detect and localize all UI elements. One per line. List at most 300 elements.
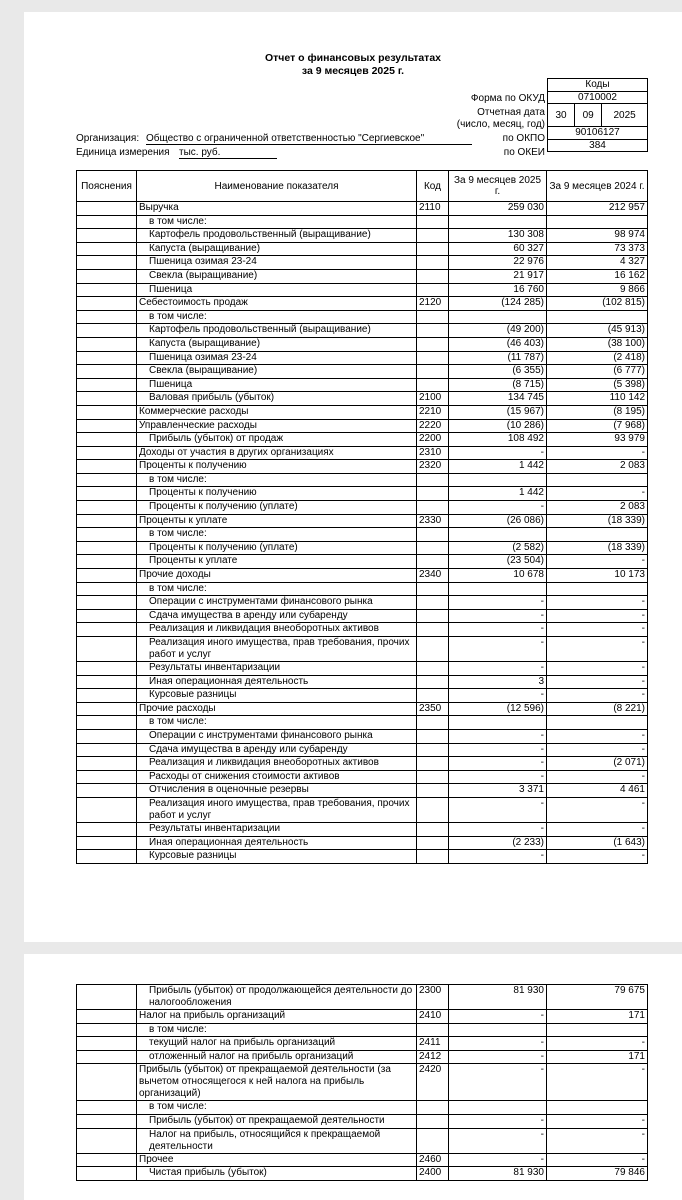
indicator-code: 2350 — [417, 702, 449, 716]
current-period-value: - — [449, 822, 547, 836]
col-name: Наименование показателя — [137, 171, 417, 202]
notes-cell — [77, 541, 137, 555]
current-period-value: - — [449, 637, 547, 662]
notes-cell — [77, 460, 137, 474]
codes-table — [547, 78, 648, 152]
previous-period-value: 110 142 — [547, 392, 648, 406]
current-period-value: - — [449, 1037, 547, 1051]
current-period-value: - — [449, 501, 547, 515]
indicator-code — [417, 215, 449, 229]
previous-period-value: - — [547, 743, 648, 757]
notes-cell — [77, 623, 137, 637]
table-row — [77, 623, 648, 637]
notes-cell — [77, 850, 137, 864]
indicator-name: Прибыль (убыток) от прекращаемой деятельности — [137, 1114, 417, 1128]
previous-period-value: - — [547, 596, 648, 610]
current-period-value: - — [449, 662, 547, 676]
table-row — [77, 1128, 648, 1153]
current-period-value: 60 327 — [449, 242, 547, 256]
current-period-value: 130 308 — [449, 229, 547, 243]
indicator-name: Картофель продовольственный (выращивание) — [137, 324, 417, 338]
table-row — [77, 242, 648, 256]
current-period-value: - — [449, 1050, 547, 1064]
current-period-value: 16 760 — [449, 283, 547, 297]
notes-cell — [77, 637, 137, 662]
table-row — [77, 1010, 648, 1024]
notes-cell — [77, 662, 137, 676]
current-period-value — [449, 215, 547, 229]
current-period-value — [449, 1023, 547, 1037]
notes-cell — [77, 609, 137, 623]
table-row — [77, 1037, 648, 1051]
previous-period-value: (1 643) — [547, 836, 648, 850]
previous-period-value: 212 957 — [547, 202, 648, 216]
indicator-name: Курсовые разницы — [137, 689, 417, 703]
date-month: 09 — [575, 104, 602, 127]
notes-cell — [77, 757, 137, 771]
report-page-2 — [24, 954, 682, 1200]
notes-cell — [77, 269, 137, 283]
notes-cell — [77, 1023, 137, 1037]
notes-cell — [77, 770, 137, 784]
notes-cell — [77, 378, 137, 392]
indicator-name: в том числе: — [137, 528, 417, 542]
indicator-code — [417, 729, 449, 743]
table-row — [77, 1114, 648, 1128]
financial-results-table — [76, 170, 648, 864]
table-row — [77, 662, 648, 676]
notes-cell — [77, 1050, 137, 1064]
indicator-name: Пшеница — [137, 283, 417, 297]
previous-period-value: (38 100) — [547, 337, 648, 351]
table-row — [77, 473, 648, 487]
report-page-1 — [24, 12, 682, 942]
notes-cell — [77, 1037, 137, 1051]
previous-period-value — [547, 1101, 648, 1115]
report-title: Отчет о финансовых результатах — [264, 52, 441, 64]
col-notes: Пояснения — [77, 171, 137, 202]
table-row — [77, 596, 648, 610]
indicator-code — [417, 1114, 449, 1128]
notes-cell — [77, 822, 137, 836]
indicator-code: 2100 — [417, 392, 449, 406]
previous-period-value: 93 979 — [547, 433, 648, 447]
indicator-code: 2110 — [417, 202, 449, 216]
indicator-name: в том числе: — [137, 716, 417, 730]
indicator-code: 2120 — [417, 297, 449, 311]
previous-period-value: 171 — [547, 1050, 648, 1064]
table-row — [77, 256, 648, 270]
indicator-code — [417, 770, 449, 784]
indicator-code — [417, 822, 449, 836]
indicator-code — [417, 269, 449, 283]
table-row — [77, 202, 648, 216]
notes-cell — [77, 392, 137, 406]
indicator-code — [417, 501, 449, 515]
indicator-code — [417, 541, 449, 555]
indicator-name: Результаты инвентаризации — [137, 822, 417, 836]
indicator-code: 2330 — [417, 514, 449, 528]
current-period-value: (15 967) — [449, 405, 547, 419]
okei-label: по ОКЕИ — [503, 147, 545, 158]
previous-period-value: - — [547, 675, 648, 689]
notes-cell — [77, 473, 137, 487]
notes-cell — [77, 1128, 137, 1153]
current-period-value: (12 596) — [449, 702, 547, 716]
current-period-value: 10 678 — [449, 569, 547, 583]
indicator-name: Капуста (выращивание) — [137, 337, 417, 351]
indicator-name: Проценты к уплате — [137, 555, 417, 569]
indicator-name: в том числе: — [137, 310, 417, 324]
col-code: Код — [417, 171, 449, 202]
notes-cell — [77, 729, 137, 743]
notes-cell — [77, 1167, 137, 1181]
previous-period-value: - — [547, 689, 648, 703]
indicator-code — [417, 242, 449, 256]
indicator-name: Реализация иного имущества, прав требования, прочих работ и услуг — [137, 797, 417, 822]
previous-period-value: 9 866 — [547, 283, 648, 297]
notes-cell — [77, 433, 137, 447]
notes-cell — [77, 985, 137, 1010]
notes-cell — [77, 743, 137, 757]
current-period-value: 1 442 — [449, 460, 547, 474]
current-period-value: - — [449, 1114, 547, 1128]
table-row — [77, 460, 648, 474]
table-row — [77, 716, 648, 730]
table-row — [77, 1050, 648, 1064]
table-row — [77, 419, 648, 433]
previous-period-value: - — [547, 1153, 648, 1167]
current-period-value — [449, 582, 547, 596]
table-row — [77, 1064, 648, 1101]
previous-period-value: 98 974 — [547, 229, 648, 243]
notes-cell — [77, 1153, 137, 1167]
indicator-code — [417, 310, 449, 324]
indicator-code — [417, 528, 449, 542]
indicator-name: Доходы от участия в других организациях — [137, 446, 417, 460]
previous-period-value: (5 398) — [547, 378, 648, 392]
current-period-value: (2 233) — [449, 836, 547, 850]
previous-period-value: 4 461 — [547, 784, 648, 798]
previous-period-value: (7 968) — [547, 419, 648, 433]
table-row — [77, 269, 648, 283]
previous-period-value: - — [547, 850, 648, 864]
table-row — [77, 487, 648, 501]
current-period-value: 3 — [449, 675, 547, 689]
previous-period-value: - — [547, 822, 648, 836]
previous-period-value: - — [547, 1114, 648, 1128]
notes-cell — [77, 836, 137, 850]
indicator-name: в том числе: — [137, 473, 417, 487]
notes-cell — [77, 1064, 137, 1101]
notes-cell — [77, 569, 137, 583]
previous-period-value — [547, 528, 648, 542]
current-period-value: - — [449, 1153, 547, 1167]
indicator-name: Проценты к получению — [137, 460, 417, 474]
table-row — [77, 609, 648, 623]
okpo-label: по ОКПО — [502, 133, 545, 144]
table-row — [77, 324, 648, 338]
indicator-name: Налог на прибыль организаций — [137, 1010, 417, 1024]
indicator-name: отложенный налог на прибыль организаций — [137, 1050, 417, 1064]
notes-cell — [77, 487, 137, 501]
indicator-name: Пшеница озимая 23-24 — [137, 256, 417, 270]
table-row — [77, 283, 648, 297]
report-period: за 9 месяцев 2025 г. — [301, 65, 405, 77]
previous-period-value: (8 195) — [547, 405, 648, 419]
current-period-value: (46 403) — [449, 337, 547, 351]
table-row — [77, 392, 648, 406]
indicator-code — [417, 716, 449, 730]
indicator-code: 2340 — [417, 569, 449, 583]
previous-period-value: - — [547, 770, 648, 784]
table-row — [77, 1167, 648, 1181]
indicator-name: Пшеница озимая 23-24 — [137, 351, 417, 365]
current-period-value: - — [449, 446, 547, 460]
previous-period-value — [547, 473, 648, 487]
indicator-name: Пшеница — [137, 378, 417, 392]
table-row — [77, 514, 648, 528]
indicator-name: Прочее — [137, 1153, 417, 1167]
date-label: Отчетная дата — [477, 107, 545, 118]
previous-period-value: 79 675 — [547, 985, 648, 1010]
indicator-name: Проценты к получению (уплате) — [137, 541, 417, 555]
notes-cell — [77, 405, 137, 419]
previous-period-value: - — [547, 729, 648, 743]
table-row — [77, 582, 648, 596]
indicator-code — [417, 637, 449, 662]
previous-period-value — [547, 215, 648, 229]
previous-period-value: - — [547, 623, 648, 637]
current-period-value: 21 917 — [449, 269, 547, 283]
org-label: Организация: — [76, 133, 140, 144]
notes-cell — [77, 324, 137, 338]
previous-period-value: - — [547, 637, 648, 662]
current-period-value — [449, 310, 547, 324]
indicator-code — [417, 337, 449, 351]
indicator-code — [417, 596, 449, 610]
current-period-value: - — [449, 596, 547, 610]
indicator-code — [417, 850, 449, 864]
notes-cell — [77, 419, 137, 433]
notes-cell — [77, 297, 137, 311]
okei-value: 384 — [548, 139, 648, 152]
table-row — [77, 850, 648, 864]
current-period-value: (49 200) — [449, 324, 547, 338]
notes-cell — [77, 528, 137, 542]
previous-period-value: - — [547, 1064, 648, 1101]
previous-period-value: - — [547, 446, 648, 460]
table-row — [77, 770, 648, 784]
indicator-code: 2220 — [417, 419, 449, 433]
indicator-name: текущий налог на прибыль организаций — [137, 1037, 417, 1051]
indicator-name: Выручка — [137, 202, 417, 216]
table-row — [77, 702, 648, 716]
indicator-code — [417, 797, 449, 822]
previous-period-value: 2 083 — [547, 501, 648, 515]
indicator-name: Прибыль (убыток) от прекращаемой деятельности (за вычетом относящегося к ней налога на прибыль организаций) — [137, 1064, 417, 1101]
current-period-value: (124 285) — [449, 297, 547, 311]
table-row — [77, 757, 648, 771]
indicator-code: 2412 — [417, 1050, 449, 1064]
previous-period-value — [547, 582, 648, 596]
indicator-code — [417, 1023, 449, 1037]
notes-cell — [77, 689, 137, 703]
current-period-value: 259 030 — [449, 202, 547, 216]
current-period-value: - — [449, 743, 547, 757]
current-period-value: (11 787) — [449, 351, 547, 365]
indicator-name: Коммерческие расходы — [137, 405, 417, 419]
indicator-code — [417, 473, 449, 487]
indicator-code — [417, 836, 449, 850]
indicator-code — [417, 609, 449, 623]
notes-cell — [77, 784, 137, 798]
indicator-code — [417, 582, 449, 596]
indicator-name: Реализация иного имущества, прав требования, прочих работ и услуг — [137, 637, 417, 662]
indicator-name: Отчисления в оценочные резервы — [137, 784, 417, 798]
indicator-name: Сдача имущества в аренду или субаренду — [137, 609, 417, 623]
notes-cell — [77, 1114, 137, 1128]
previous-period-value: (8 221) — [547, 702, 648, 716]
indicator-code — [417, 351, 449, 365]
indicator-name: Управленческие расходы — [137, 419, 417, 433]
indicator-code: 2320 — [417, 460, 449, 474]
notes-cell — [77, 215, 137, 229]
current-period-value — [449, 716, 547, 730]
indicator-code — [417, 365, 449, 379]
previous-period-value: 2 083 — [547, 460, 648, 474]
previous-period-value: (2 071) — [547, 757, 648, 771]
financial-results-table-continued — [76, 984, 648, 1181]
current-period-value: (2 582) — [449, 541, 547, 555]
indicator-name: Реализация и ликвидация внеоборотных активов — [137, 757, 417, 771]
indicator-name: в том числе: — [137, 582, 417, 596]
previous-period-value: (18 339) — [547, 514, 648, 528]
indicator-name: Результаты инвентаризации — [137, 662, 417, 676]
table-row — [77, 689, 648, 703]
current-period-value: 81 930 — [449, 985, 547, 1010]
table-row — [77, 215, 648, 229]
indicator-name: Капуста (выращивание) — [137, 242, 417, 256]
previous-period-value — [547, 716, 648, 730]
current-period-value: 108 492 — [449, 433, 547, 447]
table-row — [77, 405, 648, 419]
indicator-code — [417, 689, 449, 703]
okpo-value: 90106127 — [548, 127, 648, 140]
current-period-value: (6 355) — [449, 365, 547, 379]
date-day: 30 — [548, 104, 575, 127]
notes-cell — [77, 675, 137, 689]
indicator-code — [417, 487, 449, 501]
previous-period-value: 171 — [547, 1010, 648, 1024]
indicator-name: в том числе: — [137, 1023, 417, 1037]
table-row — [77, 637, 648, 662]
indicator-name: Иная операционная деятельность — [137, 675, 417, 689]
previous-period-value: 79 846 — [547, 1167, 648, 1181]
unit-value: тыс. руб. — [179, 147, 277, 159]
previous-period-value: 10 173 — [547, 569, 648, 583]
indicator-code — [417, 283, 449, 297]
indicator-code — [417, 1128, 449, 1153]
notes-cell — [77, 514, 137, 528]
previous-period-value: 73 373 — [547, 242, 648, 256]
previous-period-value — [547, 1023, 648, 1037]
table-row — [77, 743, 648, 757]
current-period-value: 1 442 — [449, 487, 547, 501]
indicator-code: 2310 — [417, 446, 449, 460]
indicator-code: 2410 — [417, 1010, 449, 1024]
indicator-code — [417, 1101, 449, 1115]
indicator-name: Чистая прибыль (убыток) — [137, 1167, 417, 1181]
notes-cell — [77, 351, 137, 365]
codes-header: Коды — [548, 79, 648, 92]
previous-period-value: - — [547, 555, 648, 569]
table-row — [77, 229, 648, 243]
current-period-value: - — [449, 689, 547, 703]
current-period-value — [449, 473, 547, 487]
indicator-code: 2400 — [417, 1167, 449, 1181]
table-row — [77, 528, 648, 542]
notes-cell — [77, 337, 137, 351]
indicator-name: Иная операционная деятельность — [137, 836, 417, 850]
previous-period-value: - — [547, 662, 648, 676]
indicator-name: Картофель продовольственный (выращивание) — [137, 229, 417, 243]
current-period-value: - — [449, 757, 547, 771]
previous-period-value — [547, 310, 648, 324]
table-row — [77, 446, 648, 460]
table-row — [77, 1101, 648, 1115]
table-row — [77, 351, 648, 365]
current-period-value — [449, 528, 547, 542]
indicator-name: Курсовые разницы — [137, 850, 417, 864]
table-row — [77, 729, 648, 743]
current-period-value: (10 286) — [449, 419, 547, 433]
indicator-name: Операции с инструментами финансового рынка — [137, 596, 417, 610]
notes-cell — [77, 716, 137, 730]
indicator-code — [417, 256, 449, 270]
previous-period-value: - — [547, 487, 648, 501]
indicator-code — [417, 662, 449, 676]
notes-cell — [77, 1010, 137, 1024]
table-row — [77, 555, 648, 569]
okud-value: 0710002 — [548, 91, 648, 104]
indicator-name: Проценты к получению (уплате) — [137, 501, 417, 515]
notes-cell — [77, 501, 137, 515]
current-period-value: - — [449, 729, 547, 743]
notes-cell — [77, 365, 137, 379]
date-format-label: (число, месяц, год) — [456, 119, 545, 130]
indicator-code — [417, 324, 449, 338]
indicator-name: Прочие доходы — [137, 569, 417, 583]
unit-label: Единица измерения — [76, 147, 170, 158]
indicator-name: Расходы от снижения стоимости активов — [137, 770, 417, 784]
table-row — [77, 501, 648, 515]
current-period-value: - — [449, 1064, 547, 1101]
indicator-code: 2460 — [417, 1153, 449, 1167]
indicator-code — [417, 229, 449, 243]
current-period-value — [449, 1101, 547, 1115]
current-period-value: - — [449, 770, 547, 784]
current-period-value: (23 504) — [449, 555, 547, 569]
current-period-value: 81 930 — [449, 1167, 547, 1181]
indicator-code: 2200 — [417, 433, 449, 447]
previous-period-value: - — [547, 1037, 648, 1051]
indicator-name: Сдача имущества в аренду или субаренду — [137, 743, 417, 757]
indicator-code — [417, 757, 449, 771]
table-row — [77, 378, 648, 392]
indicator-code — [417, 555, 449, 569]
previous-period-value: - — [547, 609, 648, 623]
